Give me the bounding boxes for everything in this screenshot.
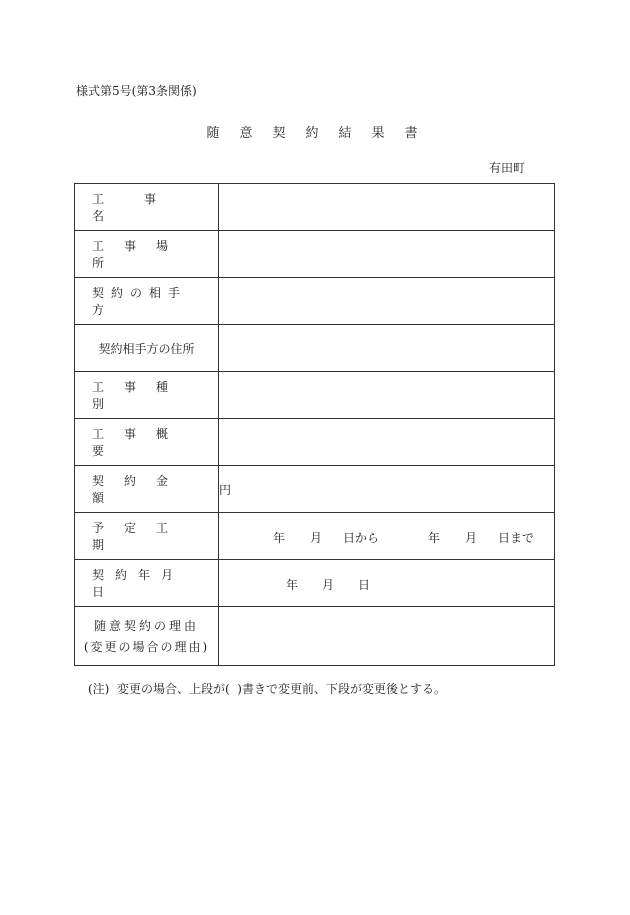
value-negotiated-reason[interactable] [219,607,555,666]
table-row [75,184,555,231]
value-construction-type[interactable] [219,372,555,419]
label-text-line1: 随意契約の理由 [93,619,199,633]
value-construction-summary[interactable] [219,419,555,466]
label-text: 契約金額 [92,474,189,505]
label-text: 契約相手方の住所 [98,341,195,356]
label-contract-date [75,560,218,606]
label-contract-amount [75,466,218,512]
contract-date-year: 年 [286,578,299,592]
label-text: 工事種別 [92,380,189,411]
table-row [75,560,555,607]
period-year-start: 年 [273,531,286,545]
value-party-address[interactable] [219,325,555,372]
label-construction-name [75,184,218,230]
table-row [75,607,555,666]
table-row [75,419,555,466]
period-year-end: 年 [428,531,441,545]
value-construction-site[interactable] [219,231,555,278]
footnote: (注) 変更の場合、上段が( )書きで変更前、下段が変更後とする。 [88,682,446,696]
table-row [75,513,555,560]
period-month-end: 月 [465,531,478,545]
label-text-line2: (変更の場合の理由) [83,640,210,654]
label-text: 契約年月日 [92,568,185,599]
value-scheduled-period[interactable] [219,513,555,560]
contract-date-month: 月 [322,578,335,592]
value-contract-date[interactable] [219,560,555,607]
table-row [75,278,555,325]
value-contract-party[interactable] [219,278,555,325]
contract-date-day: 日 [358,578,371,592]
period-day-to: 日まで [498,531,535,545]
label-construction-summary [75,419,218,465]
form-number: 様式第5号(第3条関係) [76,84,197,98]
label-text: 予定工期 [92,521,189,552]
label-construction-site [75,231,218,277]
value-contract-amount[interactable]: 円 [219,466,555,513]
table-row [75,372,555,419]
period-day-from: 日から [343,531,380,545]
period-month-start: 月 [310,531,323,545]
label-construction-type [75,372,218,418]
value-construction-name[interactable] [219,184,555,231]
label-text: 工事場所 [92,239,189,270]
issuer-name: 有田町 [489,161,526,175]
contract-result-table [74,183,555,666]
label-contract-party [75,278,218,324]
table-row [75,231,555,278]
table-row [75,466,555,513]
label-negotiated-reason [75,607,218,665]
table-row [75,325,555,372]
label-scheduled-period [75,513,218,559]
document-title: 随意契約結果書 [206,126,438,141]
label-text: 工事概要 [92,427,189,458]
label-party-address [75,325,218,371]
label-text: 契約の相手方 [92,286,188,317]
label-text: 工事名 [92,192,197,223]
